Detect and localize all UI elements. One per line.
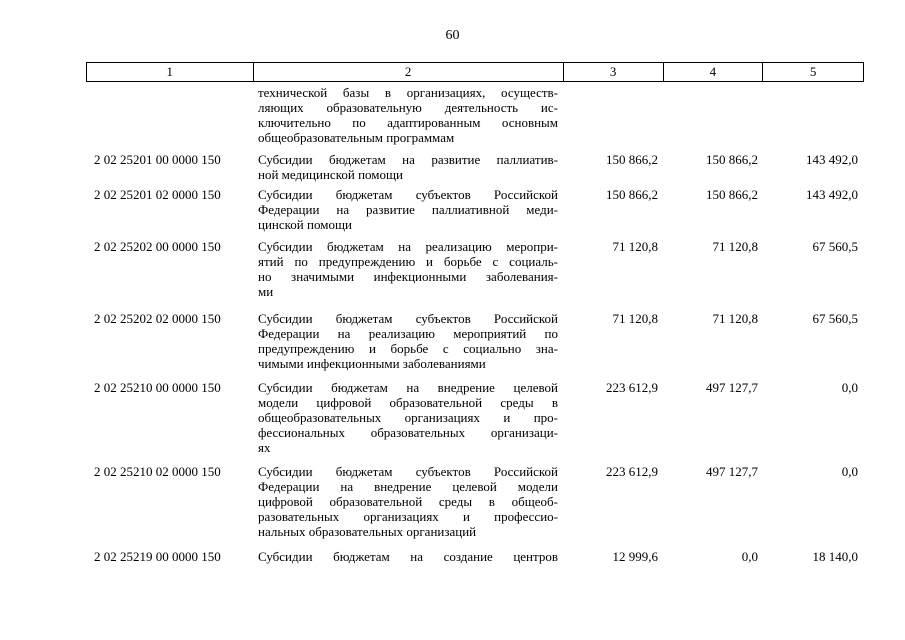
row-value-col4: 0,0	[741, 549, 758, 564]
continuation-description	[258, 85, 558, 145]
row-value-col5: 0,0	[841, 464, 858, 479]
description-line: нальных образовательных организаций	[258, 524, 477, 539]
description-line: предупреждению и борьбе с социально зна-	[258, 341, 558, 356]
description-line: модели цифровой образовательной среды в	[258, 395, 558, 410]
page-number: 60	[445, 28, 460, 43]
description-line: Субсидии бюджетам на внедрение целевой	[258, 380, 558, 395]
row-code: 2 02 25219 00 0000 150	[94, 549, 221, 564]
row-description	[258, 187, 558, 232]
description-line: Федерации на развитие паллиативной меди-	[258, 202, 558, 217]
row-value-col5: 67 560,5	[812, 311, 858, 326]
row-code: 2 02 25201 00 0000 150	[94, 152, 221, 167]
table-header	[86, 62, 864, 82]
row-description	[258, 380, 558, 455]
description-line: ми	[258, 284, 274, 299]
description-line: Субсидии бюджетам на реализацию меропри-	[258, 239, 558, 254]
row-description	[258, 152, 558, 182]
header-col-5: 5	[809, 64, 817, 79]
row-value-col3: 223 612,9	[606, 464, 658, 479]
row-code: 2 02 25210 00 0000 150	[94, 380, 221, 395]
description-line: ятий по предупреждению и борьбе с социаль-	[258, 254, 558, 269]
row-value-col4: 71 120,8	[712, 311, 758, 326]
row-value-col5: 67 560,5	[812, 239, 858, 254]
row-value-col3: 150 866,2	[606, 152, 658, 167]
description-line: общеобразовательным программам	[258, 130, 455, 145]
row-code: 2 02 25202 00 0000 150	[94, 239, 221, 254]
description-line: Субсидии бюджетам на создание центров	[258, 549, 558, 564]
header-col-4: 4	[664, 63, 764, 81]
description-line: Субсидии бюджетам на развитие паллиатив-	[258, 152, 558, 167]
row-description	[258, 549, 558, 564]
row-description	[258, 311, 558, 371]
description-line: технической базы в организациях, осуществ-	[258, 85, 558, 100]
row-code: 2 02 25202 02 0000 150	[94, 311, 221, 326]
row-value-col4: 497 127,7	[706, 380, 758, 395]
description-line: общеобразовательных организациях и про-	[258, 410, 558, 425]
row-value-col5: 18 140,0	[812, 549, 858, 564]
description-line: Федерации на реализацию мероприятий по	[258, 326, 558, 341]
description-line: ях	[258, 440, 271, 455]
row-value-col5: 143 492,0	[806, 152, 858, 167]
row-value-col4: 71 120,8	[712, 239, 758, 254]
description-line: Субсидии бюджетам субъектов Российской	[258, 464, 558, 479]
row-value-col3: 12 999,6	[612, 549, 658, 564]
row-value-col3: 71 120,8	[612, 239, 658, 254]
description-line: ной медицинской помощи	[258, 167, 403, 182]
row-code: 2 02 25201 02 0000 150	[94, 187, 221, 202]
row-value-col5: 143 492,0	[806, 187, 858, 202]
row-value-col4: 150 866,2	[706, 152, 758, 167]
description-line: Субсидии бюджетам субъектов Российской	[258, 311, 558, 326]
description-line: цифровой образовательной среды в общеоб-	[258, 494, 558, 509]
row-value-col5: 0,0	[841, 380, 858, 395]
row-value-col3: 150 866,2	[606, 187, 658, 202]
row-description	[258, 464, 558, 539]
description-line: разовательных организациях и профессио-	[258, 509, 558, 524]
header-col-2: 2	[254, 63, 564, 81]
header-col-3: 3	[564, 63, 664, 81]
description-line: ляющих образовательную деятельность ис-	[258, 100, 558, 115]
description-line: чимыми инфекционными заболеваниями	[258, 356, 486, 371]
description-line: цинской помощи	[258, 217, 352, 232]
row-code: 2 02 25210 02 0000 150	[94, 464, 221, 479]
row-value-col3: 71 120,8	[612, 311, 658, 326]
description-line: фессиональных образовательных организаци-	[258, 425, 558, 440]
header-col-1: 1	[87, 63, 254, 81]
row-value-col4: 497 127,7	[706, 464, 758, 479]
description-line: Федерации на внедрение целевой модели	[258, 479, 558, 494]
description-line: но значимыми инфекционными заболевания-	[258, 269, 558, 284]
row-description	[258, 239, 558, 299]
row-value-col4: 150 866,2	[706, 187, 758, 202]
row-value-col3: 223 612,9	[606, 380, 658, 395]
description-line: Субсидии бюджетам субъектов Российской	[258, 187, 558, 202]
description-line: ключительно по адаптированным основным	[258, 115, 558, 130]
